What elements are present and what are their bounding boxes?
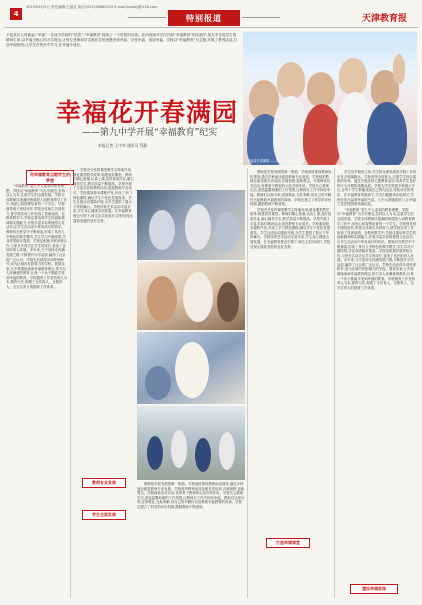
column-divider	[70, 168, 71, 598]
date-line: 2013年6月5日 责任编辑:王福宝 电话:(022)58680315 E-mail:jiaokejj@126.com	[26, 5, 158, 9]
column-4-text: 学生是学校的主体,学生的全面发展是学校工作的出发点和落脚点。学校坚持全面育人,注重学生综合素质的培养。通过开展各种主题教育活动,培养学生良好的行为习惯和道德品质。学校为学生搭建多种展示平台,让每个学生都能找到自己的闪光点,体验成功的快乐。在幸福教育的滋润下,学生们健康快乐地成长,学校处处洋溢着幸福的气息。九中人将继续努力,让幸福之花在校园里绚丽绽放。	[337, 170, 417, 207]
column-4-text-b: “幸福教育”是九中人追求的教育理想。学校以“幸福教育”为办学理念,坚持以人为本,注重学生的全面发展。学校全体教师以饱满的热情投入到教育教学工作中,用爱心和智慧培育每一个学生。学校领导班子团结协作,带领全体师生共同努力,使学校各项工作取得了显著成绩。在教育教学中,学校注重培养学生的创新精神和实践能力,开展丰富多彩的校园文化活动,让学生在活动中体验成长的快乐。教师们在教学中不断探索,形成了具有九中特色的教学模式,学生学习兴趣浓厚,学业成绩稳步提高。学校还积极开展家校合作,与家长共同关注学生的成长,营造了良好的育人环境。多年来,九中坚持走内涵发展之路,不断提升办学品质,赢得了社会的广泛认可。学校先后获得多项荣誉称号,成为区域内有影响力的学校。展望未来,九中将继续秉承幸福教育理念,努力办人民满意的教育,让每一个孩子都能享受到幸福的教育。学校德育工作坚持育人为本,德育为先,构建了全员育人、全程育人、全方位育人的德育工作体系。	[337, 207, 417, 290]
masthead-text: 天津教育报	[362, 14, 408, 24]
article-column-2b	[137, 482, 245, 596]
classroom-photo	[137, 190, 245, 260]
subheadline: ——第九中学开展“幸福教育”纪实	[82, 128, 218, 138]
intro-paragraph: 不论从什么时候起,“幸福”一旦成为学校的“话语”,“幸福教育”便成了一个时髦的词语。在河西南开学区开展“幸福教育”的实践中,第九中学将学生的精神生命,以幸福为核心的办学理念,让每位老师和学生都在学校里感受到幸福、享受幸福、创造幸福。学校以“幸福教育”为主题,开展了系列活动,打造幸福校园,让学生在快乐中学习,在幸福中成长。	[6, 33, 238, 48]
byline: 本报记者 王中华 通讯员 蔡静	[98, 143, 148, 148]
teacher-student-photo	[137, 262, 245, 330]
column-2-text: 学校充分发挥课堂教学主阵地作用,深化课堂教学改革,构建高效课堂。教师们精心备课,认真上课,及时批改作业,耐心辅导学生,教学质量不断提高。学校开展了丰富多彩的教研活动,促进教师专业成长。学校重视校本课程开发,开设了多门特色课程,满足学生个性化发展需求。学生社团活动蓬勃开展,为学生提供了展示才华的舞台。学校体育艺术活动丰富多彩,学生身心健康全面发展。在幸福教育理念引领下,师生们共同成长,学校呈现出蓬勃发展的良好态势。	[73, 168, 134, 223]
section-label-1: 用幸福教育点燃学生的梦想	[26, 170, 74, 185]
article-column-4	[337, 170, 417, 596]
hero-caption: 幸福花开春满园——第九中学师生合影	[247, 159, 302, 163]
article-column-2	[73, 168, 134, 596]
header-rule	[4, 27, 418, 28]
column-3-text: 教师是学校发展的第一资源。学校高度重视教师队伍建设,通过多种途径促进教师专业发展。学校组织教师参加各级各类培训,开阔视野,更新观念。开展师徒结对活动,发挥骨干教师的示范引领作用。学校关心教师生活,营造温馨和谐的工作氛围,让教师在工作中体验幸福。教师们以校为家,爱岗敬业,无私奉献,用自己的辛勤付出诠释着幸福教育的真谛。学校还建立了科学的评价机制,激励教师不断进取。	[250, 170, 332, 207]
masthead-logo	[362, 6, 416, 22]
section-label-3: 学生全面发展	[82, 510, 126, 520]
section-title: 特别报道	[168, 10, 240, 26]
section-label-2: 教师专业发展	[82, 478, 126, 488]
headline: 幸福花开春满园	[56, 98, 239, 127]
article-column-3	[250, 170, 332, 596]
column-divider	[247, 168, 248, 598]
page-number: 4	[10, 8, 22, 20]
column-3-text-b: 学校充分发挥课堂教学主阵地作用,深化课堂教学改革,构建高效课堂。教师们精心备课,认真上课,及时批改作业,耐心辅导学生,教学质量不断提高。学校开展了丰富多彩的教研活动,促进教师专业成长。学校重视校本课程开发,开设了多门特色课程,满足学生个性化发展需求。学生社团活动蓬勃开展,为学生提供了展示才华的舞台。学校体育艺术活动丰富多彩,学生身心健康全面发展。在幸福教育理念引领下,师生们共同成长,学校呈现出蓬勃发展的良好态势。	[250, 207, 332, 249]
hero-photo	[243, 32, 417, 165]
section-label-5: 建设幸福家园	[350, 584, 398, 594]
column-1-text: “幸福教育”是九中人追求的教育理想。学校以“幸福教育”为办学理念,坚持以人为本,注重学生的全面发展。学校全体教师以饱满的热情投入到教育教学工作中,用爱心和智慧培育每一个学生。学校领导班子团结协作,带领全体师生共同努力,使学校各项工作取得了显著成绩。在教育教学中,学校注重培养学生的创新精神和实践能力,开展丰富多彩的校园文化活动,让学生在活动中体验成长的快乐。教师们在教学中不断探索,形成了具有九中特色的教学模式,学生学习兴趣浓厚,学业成绩稳步提高。学校还积极开展家校合作,与家长共同关注学生的成长,营造了良好的育人环境。多年来,九中坚持走内涵发展之路,不断提升办学品质,赢得了社会的广泛认可。学校先后获得多项荣誉称号,成为区域内有影响力的学校。展望未来,九中将继续秉承幸福教育理念,努力办人民满意的教育,让每一个孩子都能享受到幸福的教育。学校德育工作坚持育人为本,德育为先,构建了全员育人、全程育人、全方位育人的德育工作体系。	[6, 184, 68, 290]
article-column-1	[6, 184, 68, 596]
column-divider	[334, 168, 335, 598]
column-2b-text: 教师是学校发展的第一资源。学校高度重视教师队伍建设,通过多种途径促进教师专业发展。学校组织教师参加各级各类培训,开阔视野,更新观念。开展师徒结对活动,发挥骨干教师的示范引领作用。学校关心教师生活,营造温馨和谐的工作氛围,让教师在工作中体验幸福。教师们以校为家,爱岗敬业,无私奉献,用自己的辛勤付出诠释着幸福教育的真谛。学校还建立了科学的评价机制,激励教师不断进取。	[137, 482, 245, 509]
sports-photo	[137, 406, 245, 480]
section-label-4: 打造幸福课堂	[266, 538, 310, 548]
teaching-photo	[137, 332, 245, 404]
